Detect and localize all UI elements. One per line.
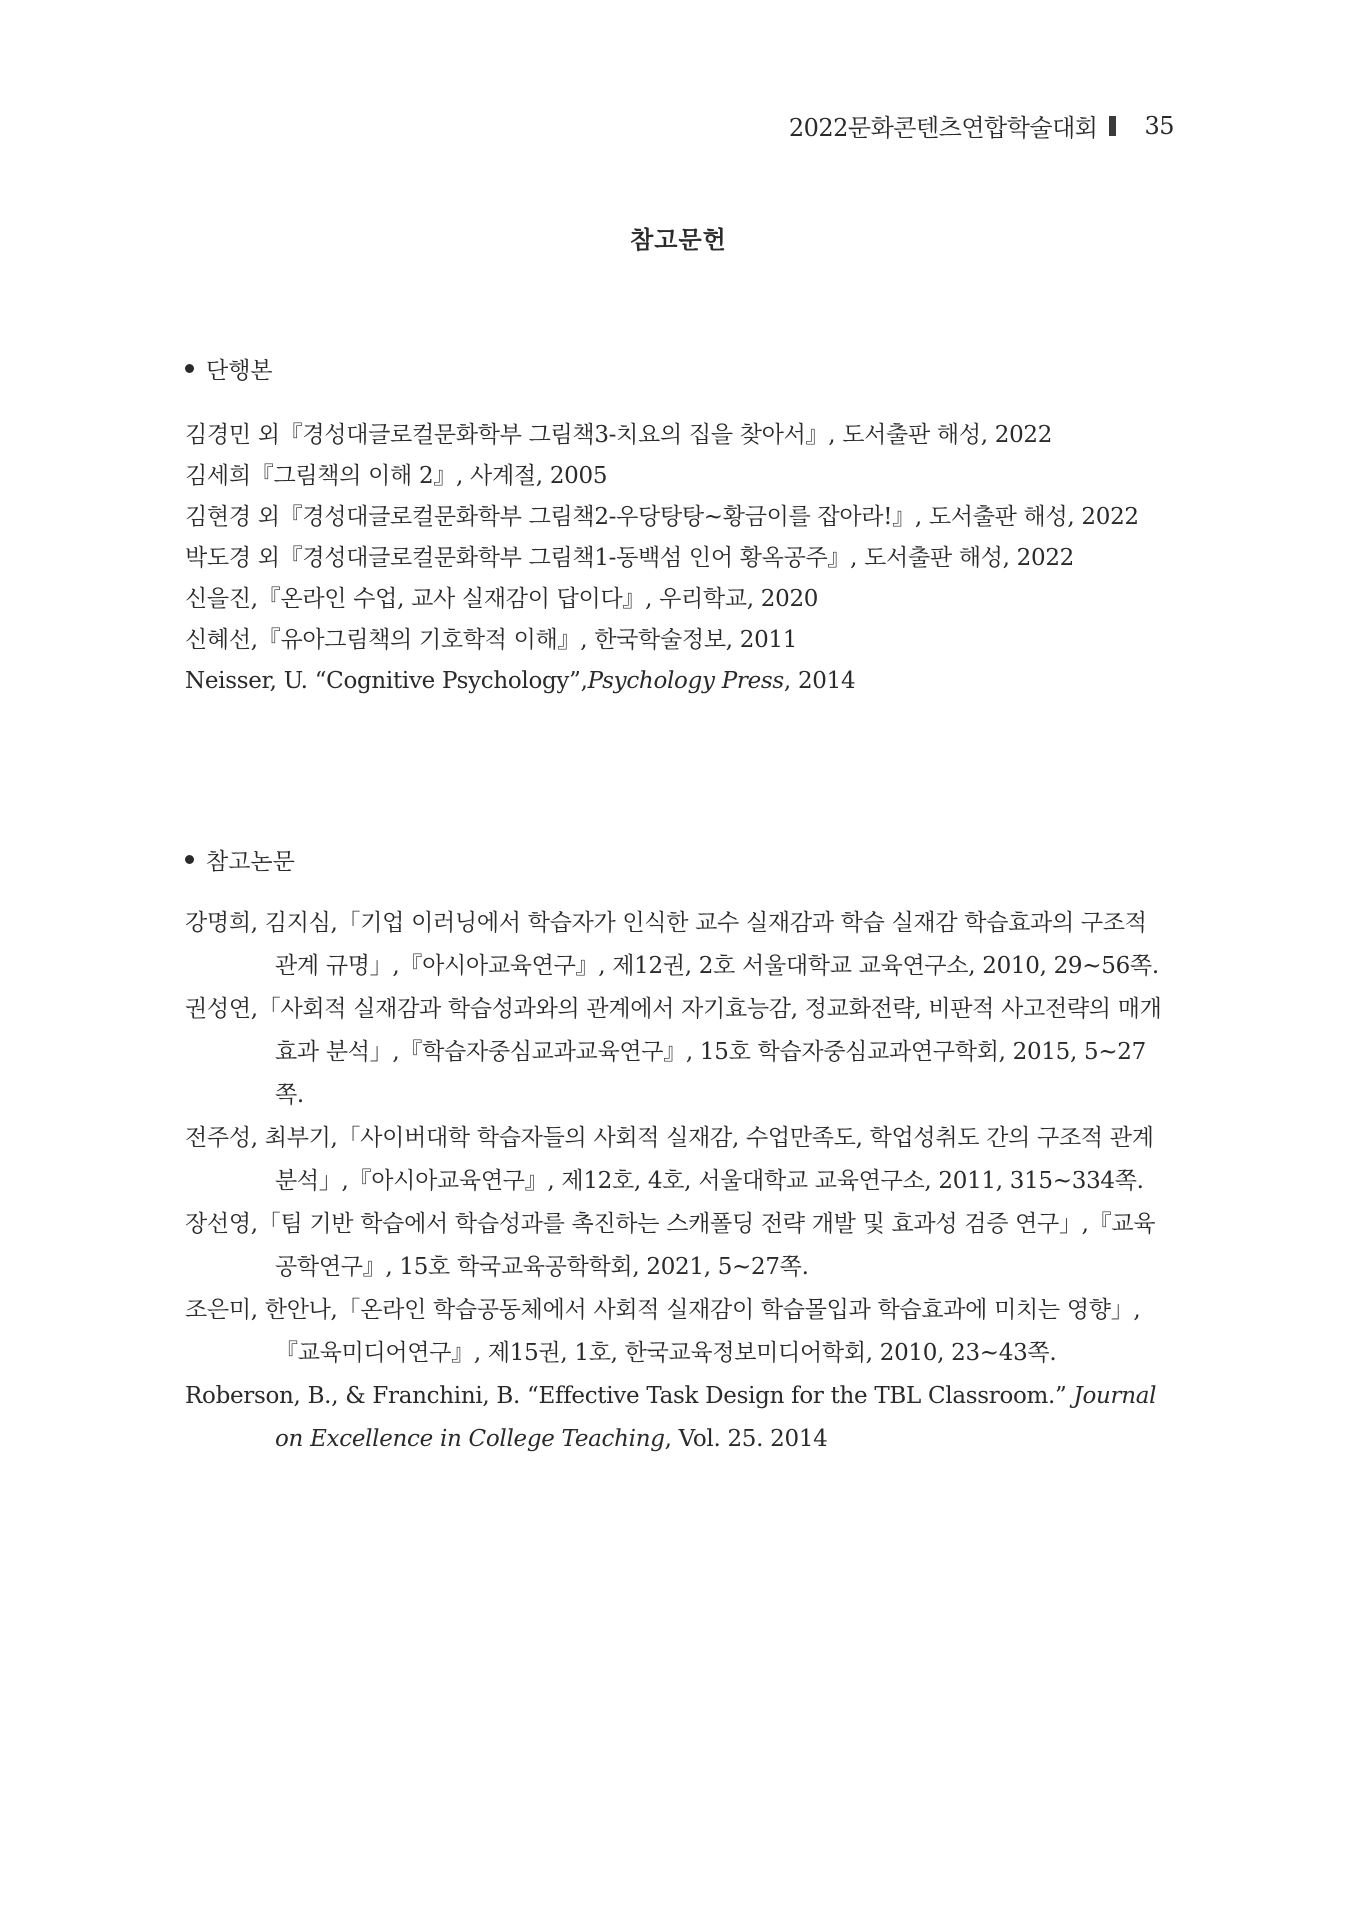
page-number: 35 xyxy=(1144,111,1174,140)
reference-entry: 김경민 외『경성대글로컬문화학부 그림책3-치요의 집을 찾아서』, 도서출판 해성, 2022 xyxy=(185,422,1053,448)
ref-journal: Journal on Excellence in College Teaching xyxy=(275,1383,1164,1452)
books-heading-label: 단행본 xyxy=(206,358,273,384)
bullet-icon xyxy=(185,364,194,373)
bullet-icon xyxy=(185,855,194,864)
page-title: 참고문헌 xyxy=(630,225,727,254)
separator-bar xyxy=(1109,116,1116,136)
journal-name: 2022문화콘텐츠연합학술대회 xyxy=(788,114,1098,142)
reference-entry: 권성연,「사회적 실재감과 학습성과와의 관계에서 자기효능감, 정교화전략, 비판적 사고전략의 매개효과 분석」,『학습자중심교과교육연구』, 15호 학습자중심교과연구학회, 2015, 5~27쪽. xyxy=(185,996,1162,1108)
papers-heading xyxy=(185,843,1173,876)
papers-section xyxy=(185,843,1173,1461)
running-header xyxy=(789,108,1174,143)
ref-text: , Vol. 25. 2014 xyxy=(664,1426,828,1452)
papers-heading-label: 참고논문 xyxy=(206,849,295,875)
reference-entry: 조은미, 한안나,「온라인 학습공동체에서 사회적 실재감이 학습몰입과 학습효과에 미치는 영향」,『교육미디어연구』, 제15권, 1호, 한국교육정보미디어학회, 2010, 23~43쪽. xyxy=(185,1297,1141,1366)
reference-entry: 장선영,「팀 기반 학습에서 학습성과를 촉진하는 스캐폴딩 전략 개발 및 효과성 검증 연구」,『교육공학연구』, 15호 학국교육공학학회, 2021, 5~27쪽. xyxy=(185,1211,1156,1280)
reference-entry: 신혜선,『유아그림책의 기호학적 이해』, 한국학술정보, 2011 xyxy=(185,627,798,653)
ref-text: Neisser, U. “Cognitive Psychology”, xyxy=(185,668,588,694)
papers-list xyxy=(185,902,1173,1461)
reference-entry: 신을진,『온라인 수업, 교사 실재감이 답이다』, 우리학교, 2020 xyxy=(185,586,819,612)
reference-entry: 박도경 외『경성대글로컬문화학부 그림책1-동백섬 인어 황옥공주』, 도서출판 해성, 2022 xyxy=(185,545,1075,571)
books-list xyxy=(185,415,1173,702)
reference-entry xyxy=(185,661,1173,702)
books-section xyxy=(185,352,1173,702)
reference-entry xyxy=(185,1375,1173,1461)
ref-text: Roberson, B., & Franchini, B. “Effective Task Design for the TBL Classroom.” xyxy=(185,1383,1074,1409)
reference-entry: 김현경 외『경성대글로컬문화학부 그림책2-우당탕탕~황금이를 잡아라!』, 도서출판 해성, 2022 xyxy=(185,504,1139,530)
books-heading xyxy=(185,352,1173,385)
ref-publisher: Psychology Press xyxy=(587,668,784,694)
reference-entry: 전주성, 최부기,「사이버대학 학습자들의 사회적 실재감, 수업만족도, 학업성취도 간의 구조적 관계 분석」,『아시아교육연구』, 제12호, 4호, 서울대학교 교육연구소, 2011, 315~334쪽. xyxy=(185,1125,1161,1194)
reference-entry: 강명희, 김지심,「기업 이러닝에서 학습자가 인식한 교수 실재감과 학습 실재감 학습효과의 구조적 관계 규명」,『아시아교육연구』, 제12권, 2호 서울대학교 교육연구소, 2010, 29~56쪽. xyxy=(185,910,1159,979)
reference-entry: 김세희『그림책의 이해 2』, 사계절, 2005 xyxy=(185,463,608,489)
ref-text: , 2014 xyxy=(783,668,856,694)
